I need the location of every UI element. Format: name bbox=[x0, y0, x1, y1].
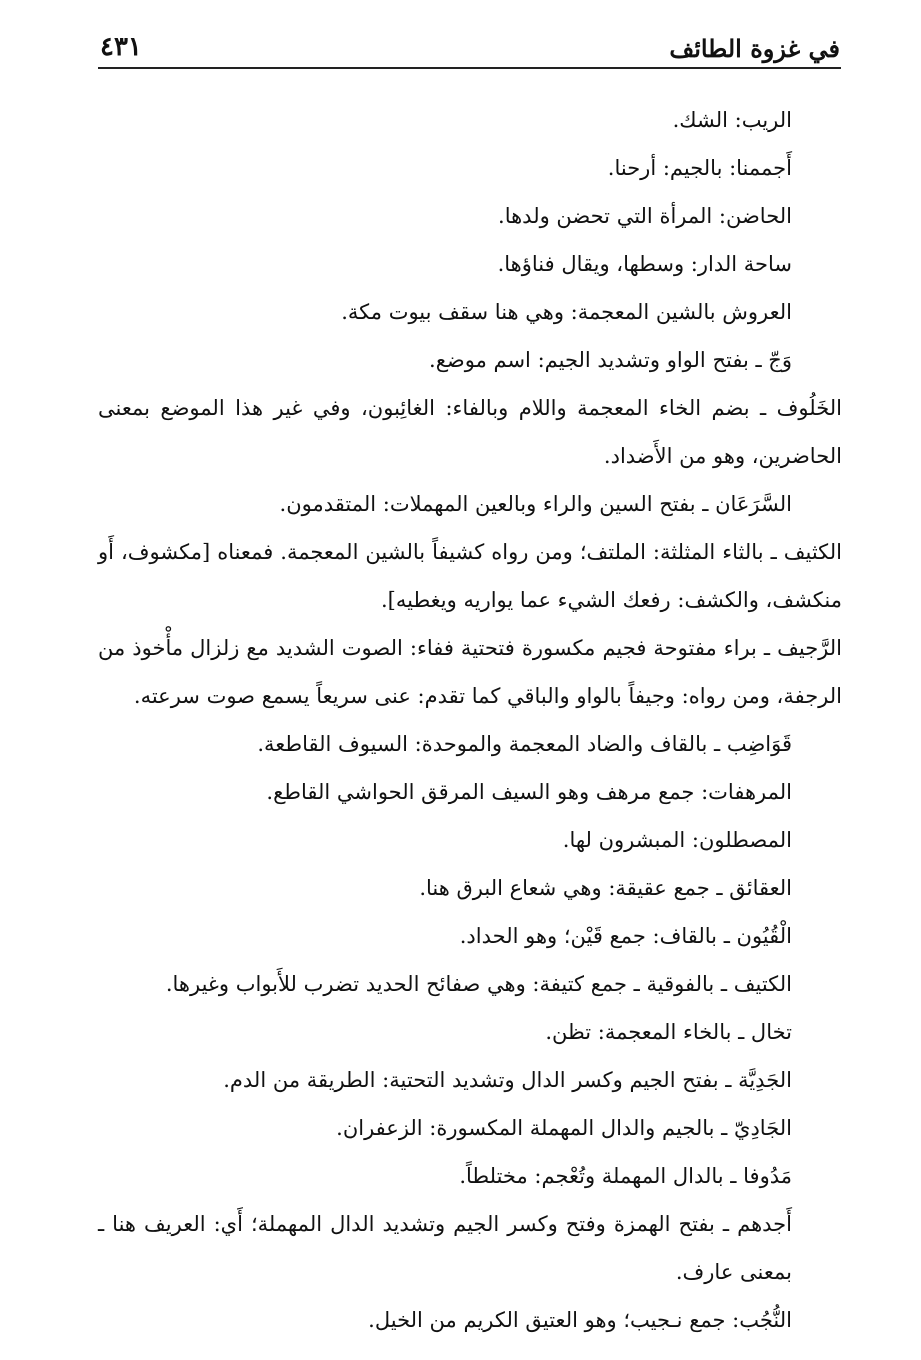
glossary-entry: أَجممنا: بالجيم: أرحنا. bbox=[607, 156, 792, 180]
glossary-entry: الخَلُوف ـ بضم الخاء المعجمة واللام وبالفاء: الغائِبون، وفي غير هذا الموضع بمعنى الحاضرين، وهو من الأَضداد. bbox=[98, 396, 842, 468]
glossary-entry: الجَادِيّ ـ بالجيم والدال المهملة المكسورة: الزعفران. bbox=[336, 1116, 792, 1140]
page-number: ٤٣١ bbox=[100, 32, 142, 62]
glossary-entry: قَوَاضِب ـ بالقاف والضاد المعجمة والموحدة: السيوف القاطعة. bbox=[257, 732, 792, 756]
glossary-entry: مَدُوفا ـ بالدال المهملة وتُعْجم: مختلطاً. bbox=[459, 1164, 792, 1188]
header-rule bbox=[98, 67, 841, 69]
page-header bbox=[98, 28, 840, 72]
glossary-entry: العروش بالشين المعجمة: وهي هنا سقف بيوت مكة. bbox=[341, 300, 792, 324]
glossary-entry: المرهفات: جمع مرهف وهو السيف المرقق الحواشي القاطع. bbox=[266, 780, 792, 804]
glossary-entry: ساحة الدار: وسطها، ويقال فناؤها. bbox=[497, 252, 792, 276]
glossary-entry: السَّرَعَان ـ بفتح السين والراء وبالعين المهملات: المتقدمون. bbox=[279, 492, 792, 516]
running-title: في غزوة الطائف bbox=[669, 34, 840, 63]
glossary-entries bbox=[98, 96, 842, 1344]
glossary-entry: الحاضن: المرأة التي تحضن ولدها. bbox=[498, 204, 792, 228]
glossary-entry: النُّجُب: جمع نـجيب؛ وهو العتيق الكريم من الخيل. bbox=[368, 1308, 792, 1332]
glossary-entry: الكتيف ـ بالفوقية ـ جمع كتيفة: وهي صفائح الحديد تضرب للأَبواب وغيرها. bbox=[165, 972, 792, 996]
glossary-entry: الريب: الشك. bbox=[672, 108, 792, 132]
glossary-entry: أَجدهم ـ بفتح الهمزة وفتح وكسر الجيم وتشديد الدال المهملة؛ أَي: العريف هنا ـ بمعنى عارف. bbox=[98, 1212, 792, 1284]
glossary-entry: العقائق ـ جمع عقيقة: وهي شعاع البرق هنا. bbox=[419, 876, 792, 900]
glossary-entry: الرَّجيف ـ براء مفتوحة فجيم مكسورة فتحتية ففاء: الصوت الشديد مع زلزال مأْخوذ من الرجفة، ومن رواه: وجيفاً بالواو والباقي كما تقدم: عنى سريعاً يسمع صوت سرعته. bbox=[98, 636, 842, 708]
glossary-entry: الجَدِيَّة ـ بفتح الجيم وكسر الدال وتشديد التحتية: الطريقة من الدم. bbox=[223, 1068, 792, 1092]
glossary-entry: المصطلون: المبشرون لها. bbox=[562, 828, 792, 852]
glossary-entry: تخال ـ بالخاء المعجمة: تظن. bbox=[545, 1020, 792, 1044]
glossary-entry: الكثيف ـ بالثاء المثلثة: الملتف؛ ومن رواه كشيفاً بالشين المعجمة. فمعناه [مكشوف، أَو منكشف، والكشف: رفعك الشيء عما يواريه ويغطيه]. bbox=[98, 540, 842, 612]
glossary-entry: وَجّ ـ بفتح الواو وتشديد الجيم: اسم موضع. bbox=[429, 348, 792, 372]
glossary-entry: الْقُيُون ـ بالقاف: جمع قَيْن؛ وهو الحداد. bbox=[459, 924, 792, 948]
